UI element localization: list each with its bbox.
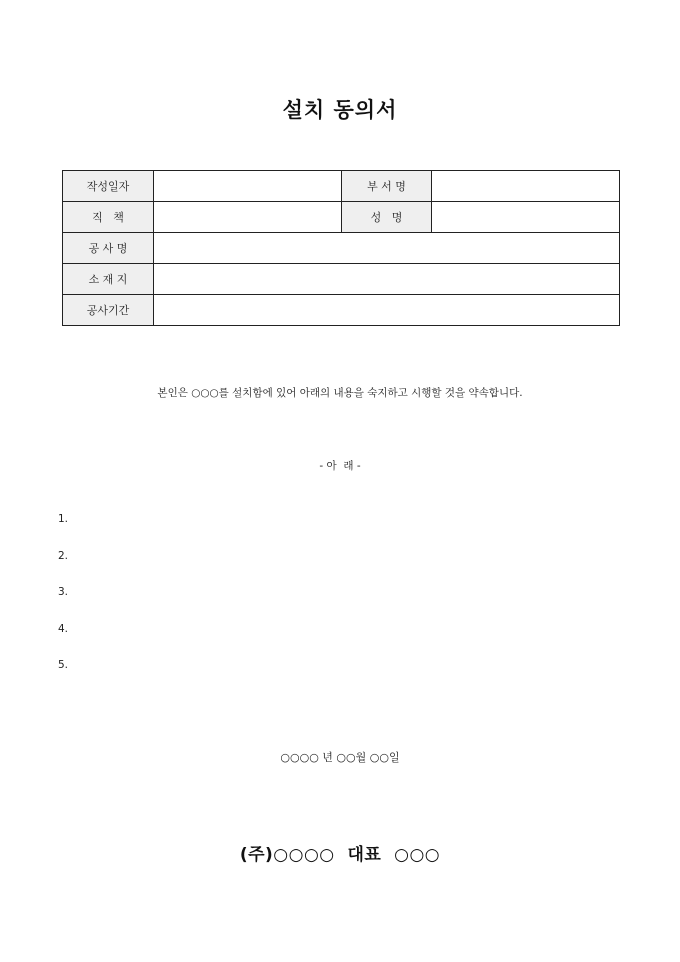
date-written-label: 작성일자 <box>63 171 154 202</box>
list-item: 2. <box>58 549 69 562</box>
table-row <box>63 171 620 202</box>
department-field[interactable] <box>432 171 620 202</box>
project-name-field[interactable] <box>154 233 620 264</box>
consent-statement: 본인은 ○○○를 설치함에 있어 아래의 내용을 숙지하고 시행할 것을 약속합니다. <box>157 387 523 399</box>
table-row <box>63 202 620 233</box>
location-field[interactable] <box>154 264 620 295</box>
list-item: 5. <box>58 659 69 671</box>
list-item: 3. <box>58 586 69 598</box>
section-heading: - 아 래 - <box>319 460 361 472</box>
document-title: 설치 동의서 <box>282 98 398 122</box>
table-row <box>63 264 620 295</box>
date-written-field[interactable] <box>154 171 342 202</box>
name-label: 성 명 <box>342 202 432 233</box>
construction-period-field[interactable] <box>154 295 620 326</box>
document-date: ○○○○ 년 ○○월 ○○일 <box>280 751 400 764</box>
position-field[interactable] <box>154 202 342 233</box>
construction-period-label: 공사기간 <box>63 295 154 326</box>
info-table <box>62 170 620 326</box>
table-row <box>63 233 620 264</box>
name-field[interactable] <box>432 202 620 233</box>
location-label: 소 재 지 <box>63 264 154 295</box>
signature-line: (주)○○○○ 대표 ○○○ <box>239 845 441 865</box>
department-label: 부 서 명 <box>342 171 432 202</box>
list-item: 1. <box>58 513 69 525</box>
table-row <box>63 295 620 326</box>
item-list <box>58 512 68 695</box>
position-label: 직 책 <box>63 202 154 233</box>
project-name-label: 공 사 명 <box>63 233 154 264</box>
list-item: 4. <box>58 622 69 635</box>
